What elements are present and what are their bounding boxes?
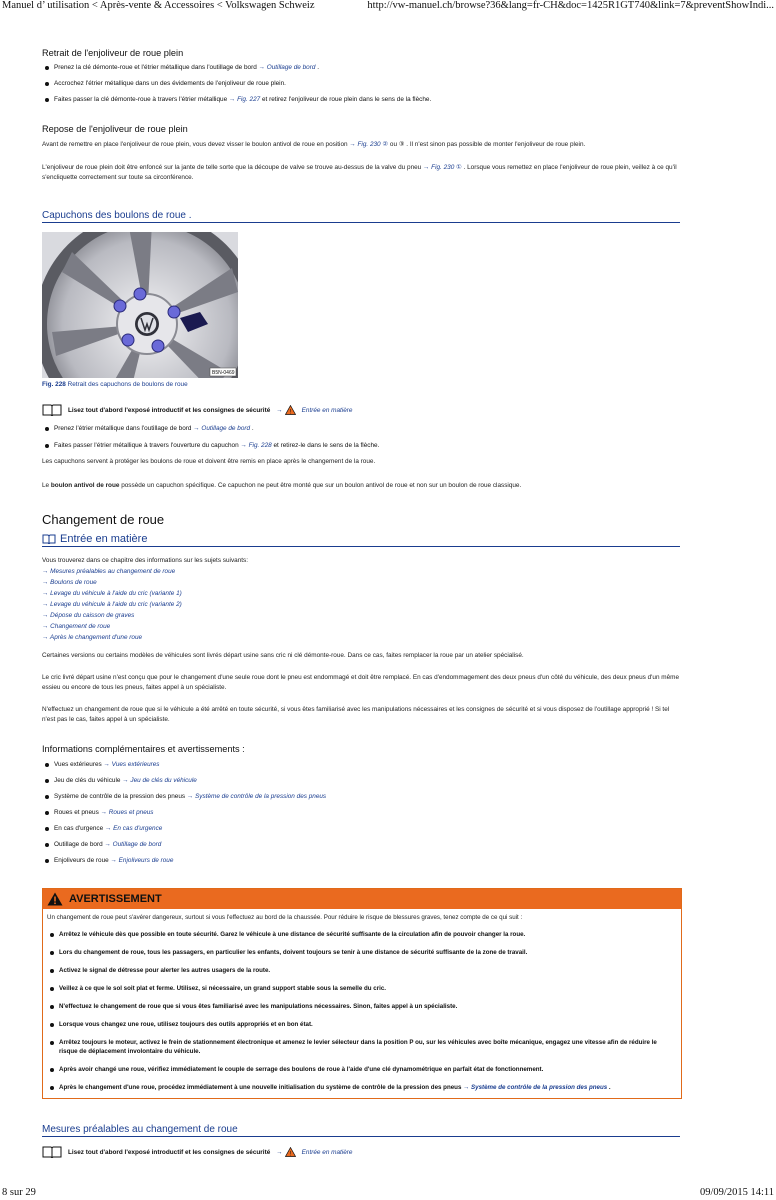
warning-item: Après avoir changé une roue, vérifiez immédiatement le couple de serrage des boulons de roue à l'aide d'une clé dynamométrique en parfait état de fonctionnement. xyxy=(47,1065,677,1074)
safety-notice-text: Lisez tout d'abord l'exposé introductif et les consignes de sécurité xyxy=(68,406,271,414)
capuchons-steps xyxy=(42,424,680,491)
list-item: Roues et pneus → Roues et pneus xyxy=(42,808,680,818)
book-icon xyxy=(42,404,62,416)
svg-text:!: ! xyxy=(289,1151,291,1157)
warning-item: N'effectuez le changement de roue que si vous êtes familiarisé avec les manipulations nécessaires. Sinon, faites appel à un spécialiste. xyxy=(47,1002,677,1011)
capuchons-heading: Capuchons des boulons de roue . xyxy=(42,210,680,223)
changement-title: Changement de roue xyxy=(42,512,165,527)
chapter-toc xyxy=(42,566,680,643)
info-title: Informations complémentaires et avertissements : xyxy=(42,744,245,754)
changement-paragraph-1: Certaines versions ou certains modèles de véhicules sont livrés départ usine sans cric ni clé démonte-roue. Dans ce cas, faites remplacer la roue par un atelier spécialisé. xyxy=(42,652,524,659)
browser-print-header xyxy=(2,0,774,14)
entree-en-matiere-heading: Entrée en matière xyxy=(42,533,680,547)
toc-link[interactable]: → Levage du véhicule à l'aide du cric (variante 1) xyxy=(42,590,182,597)
info-list xyxy=(42,760,680,866)
book-icon xyxy=(42,534,56,544)
list-item: Accrochez l'étrier métallique dans un des évidements de l'enjoliveur de roue plein. xyxy=(42,79,680,89)
capuchons-paragraph-2: Le boulon antivol de roue possède un capuchon spécifique. Ce capuchon ne peut être monté que sur un boulon antivol de roue et non sur un boulon de roue classique. xyxy=(42,482,522,489)
list-item: Faites passer la clé démonte-roue à travers l'étrier métallique → Fig. 227 et retirez l'enjoliveur de roue plein dans le sens de la flèche. xyxy=(42,95,680,105)
warning-intro: Un changement de roue peut s'avérer dangereux, surtout si vous l'effectuez au bord de la chaussée. Pour réduire le risque de blessures graves, tenez compte de ce qui suit : xyxy=(47,914,523,921)
warning-item: Lors du changement de roue, tous les passagers, en particulier les enfants, doivent toujours se tenir à une distance de sécurité suffisante de la zone de travail. xyxy=(47,948,677,957)
info-link[interactable]: → Roues et pneus xyxy=(100,809,154,816)
toc-link[interactable]: → Dépose du caisson de graves xyxy=(42,612,135,619)
figure-caption-text: Retrait des capuchons de boulons de roue xyxy=(67,381,188,388)
info-link[interactable]: → Jeu de clés du véhicule xyxy=(122,777,197,784)
toc-link[interactable]: → Boulons de roue xyxy=(42,579,97,586)
toc-link[interactable]: → Mesures préalables au changement de roue xyxy=(42,568,176,575)
link-fig-228[interactable]: → Fig. 228 xyxy=(240,442,272,449)
browser-print-footer xyxy=(2,1187,774,1199)
list-item: En cas d'urgence → En cas d'urgence xyxy=(42,824,680,834)
retrait-section xyxy=(42,48,680,105)
warning-item: Après le changement d'une roue, procédez immédiatement à une nouvelle initialisation du système de contrôle de la pression des pneus → Système de contrôle de la pression des pneus . xyxy=(47,1083,677,1092)
warning-item: Arrêtez toujours le moteur, activez le frein de stationnement électronique et amenez le levier sélecteur dans la position P ou, sur les véhicules avec boîte mécanique, engagez une vitesse afin de réduire le risque de déplacement involontaire du véhicule. xyxy=(47,1038,677,1056)
warning-item: Veillez à ce que le sol soit plat et ferme. Utilisez, si nécessaire, un grand support stable sous la semelle du cric. xyxy=(47,984,677,993)
changement-body xyxy=(42,556,680,866)
link-outillage[interactable]: → Outillage de bord xyxy=(258,64,316,71)
safety-notice: Lisez tout d'abord l'exposé introductif et les consignes de sécurité → ! Entrée en matière xyxy=(42,1146,352,1158)
changement-paragraph-3: N'effectuez un changement de roue que si le véhicule a été arrêté en toute sécurité, si vous êtes familiarisé avec les manipulations nécessaires et les consignes de sécurité et si vous disposez de l'outillage approprié ! Si tel n'est pas le cas, faites appel à un spécialiste. xyxy=(42,706,670,723)
list-item: Prenez la clé démonte-roue et l'étrier métallique dans l'outillage de bord → Outillage de bord . xyxy=(42,63,680,73)
figure-code: B5N-0469 xyxy=(212,370,235,376)
warning-body xyxy=(43,909,681,1098)
info-link[interactable]: → Vues extérieures xyxy=(103,761,160,768)
warning-title: AVERTISSEMENT xyxy=(69,893,162,905)
safety-notice: Lisez tout d'abord l'exposé introductif et les consignes de sécurité → ! Entrée en matière xyxy=(42,404,352,416)
warning-triangle-icon xyxy=(285,405,296,415)
header-title: Manuel d’ utilisation < Après-vente & Accessoires < Volkswagen Schweiz xyxy=(2,0,315,11)
info-link[interactable]: → Enjoliveurs de roue xyxy=(110,857,174,864)
header-url[interactable]: http://vw-manuel.ch/browse?36&lang=fr-CH&doc=1425R1GT740&link=7&preventShowIndi... xyxy=(367,0,774,11)
warning-triangle-icon xyxy=(47,892,63,906)
link-fig-230[interactable]: → Fig. 230 ① xyxy=(423,164,462,171)
book-icon xyxy=(42,1146,62,1158)
list-item: Vues extérieures → Vues extérieures xyxy=(42,760,680,770)
svg-text:!: ! xyxy=(289,409,291,415)
warning-items xyxy=(47,930,677,1074)
toc-link[interactable]: → Levage du véhicule à l'aide du cric (variante 2) xyxy=(42,601,182,608)
wheel-illustration xyxy=(42,232,238,378)
figure-caption xyxy=(42,380,188,390)
link-pression-pneus[interactable]: → Système de contrôle de la pression des pneus xyxy=(463,1084,608,1091)
warning-box xyxy=(42,888,682,1099)
repose-paragraph-1: Avant de remettre en place l'enjoliveur de roue plein, vous devez visser le boulon antivol de roue en position → Fig. 230 ② ou ③ . Il n'est sinon pas possible de monter l'enjoliveur de roue plein. xyxy=(42,141,586,148)
warning-item: Arrêtez le véhicule dès que possible en toute sécurité. Garez le véhicule à une distance de sécurité suffisante de la circulation afin de pouvoir changer la roue. xyxy=(47,930,677,939)
toc-link[interactable]: → Après le changement d'une roue xyxy=(42,634,143,641)
warning-item: Lorsque vous changez une roue, utilisez toujours des outils appropriés et en bon état. xyxy=(47,1020,677,1029)
list-item: Outillage de bord → Outillage de bord xyxy=(42,840,680,850)
link-outillage[interactable]: → Outillage de bord xyxy=(193,425,251,432)
link-entree-en-matiere[interactable]: Entrée en matière xyxy=(301,1148,353,1156)
link-entree-en-matiere[interactable]: Entrée en matière xyxy=(301,406,353,414)
changement-paragraph-2: Le cric livré départ usine n'est conçu que pour le changement d'une seule roue dont le pneu est endommagé et doit être remplacé. En cas d'endommagement des deux pneus d'un côté du véhicule, des deux pneus d'un même essieu ou encore de tous les pneus, faites appel à un spécialiste. xyxy=(42,674,680,691)
info-link[interactable]: → Système de contrôle de la pression des pneus xyxy=(186,793,327,800)
repose-section xyxy=(42,124,680,183)
page-counter: 8 sur 29 xyxy=(2,1187,36,1198)
print-date: 09/09/2015 14:11 xyxy=(700,1187,774,1198)
toc-link[interactable]: → Changement de roue xyxy=(42,623,111,630)
repose-title: Repose de l'enjoliveur de roue plein xyxy=(42,124,188,134)
repose-paragraph-2: L'enjoliveur de roue plein doit être enfoncé sur la jante de telle sorte que la découpe de valve se trouve au-dessus de la valve du pneu → Fig. 230 ① . Lorsque vous remettez en place l'enjoliveur de roue plein, veillez à ce qu'il s'encliquette correctement sur toute sa circonférence. xyxy=(42,164,677,181)
capuchons-paragraph-1: Les capuchons servent à protéger les boulons de roue et doivent être remis en place après le changement de la roue. xyxy=(42,458,376,465)
figure-228-wheel-image xyxy=(42,232,238,378)
list-item: Enjoliveurs de roue → Enjoliveurs de roue xyxy=(42,856,680,866)
mesures-heading: Mesures préalables au changement de roue xyxy=(42,1124,680,1137)
info-link[interactable]: → Outillage de bord xyxy=(104,841,162,848)
warning-header xyxy=(43,889,681,909)
link-fig-230[interactable]: → Fig. 230 ② xyxy=(349,141,389,148)
list-item: Système de contrôle de la pression des pneus → Système de contrôle de la pression des pneus xyxy=(42,792,680,802)
list-item: Faites passer l'étrier métallique à travers l'ouverture du capuchon → Fig. 228 et retirez-le dans le sens de la flèche. xyxy=(42,441,680,451)
warning-item: Activez le signal de détresse pour alerter les autres usagers de la route. xyxy=(47,966,677,975)
list-item: Jeu de clés du véhicule → Jeu de clés du véhicule xyxy=(42,776,680,786)
info-link[interactable]: → En cas d'urgence xyxy=(104,825,163,832)
list-item: Prenez l'étrier métallique dans l'outillage de bord → Outillage de bord . xyxy=(42,424,680,434)
safety-notice-text: Lisez tout d'abord l'exposé introductif et les consignes de sécurité xyxy=(68,1148,271,1156)
warning-triangle-icon xyxy=(285,1147,296,1157)
retrait-title: Retrait de l'enjoliveur de roue plein xyxy=(42,48,184,58)
intro-text: Vous trouverez dans ce chapitre des informations sur les sujets suivants: xyxy=(42,557,249,564)
link-fig-227[interactable]: → Fig. 227 xyxy=(228,96,261,103)
figure-label: Fig. 228 xyxy=(42,381,66,388)
